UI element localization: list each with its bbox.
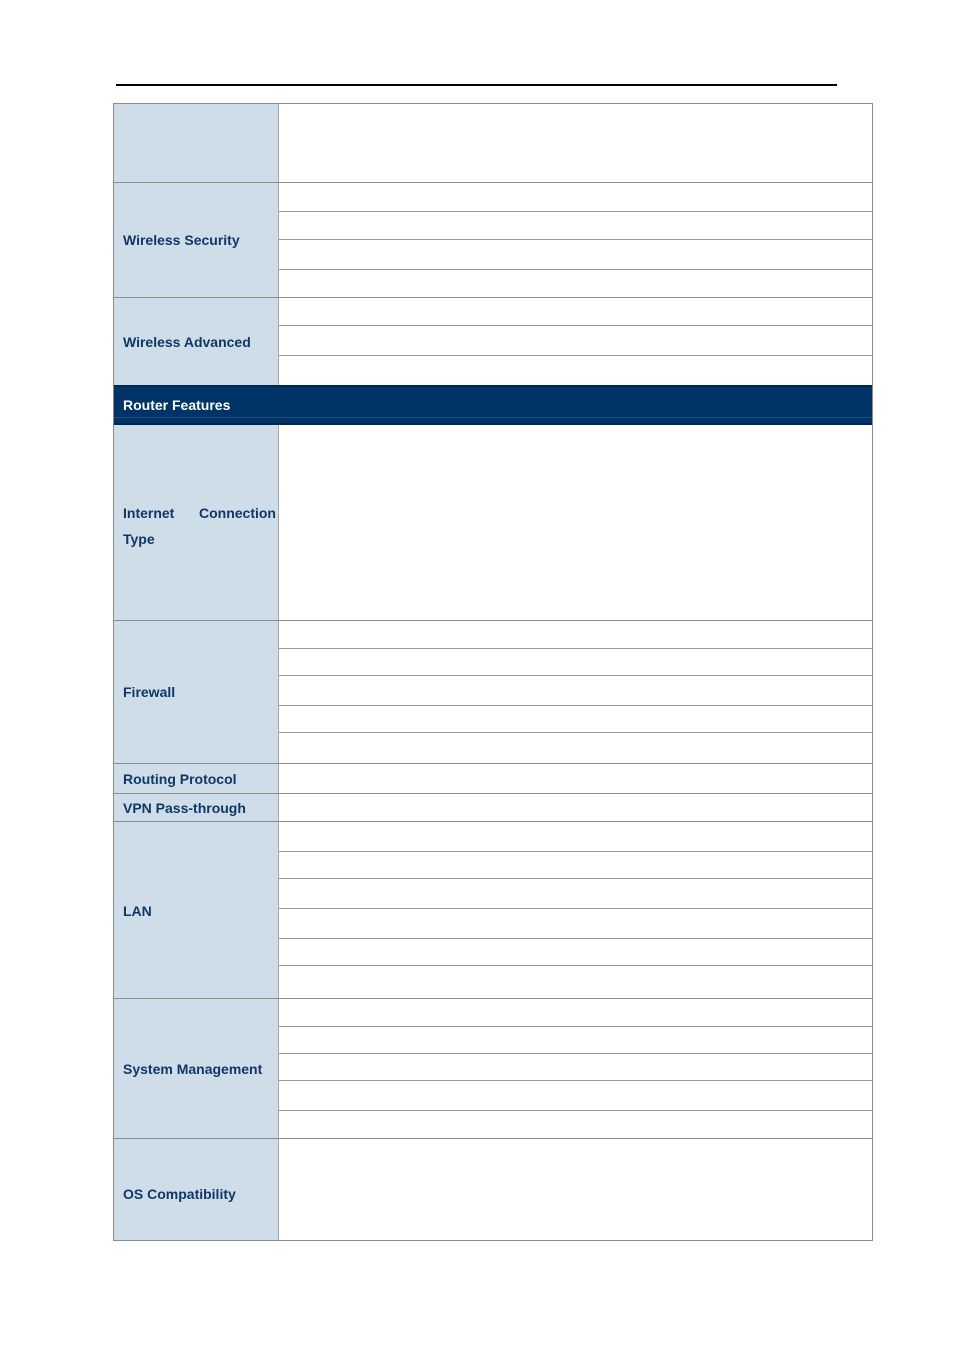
row-label-firewall: Firewall [114,621,279,763]
section-title: Router Features [123,397,231,413]
row-label-wireless-security: Wireless Security [114,183,279,297]
row-label-lan: LAN [114,822,279,999]
row-label-internet-connection-type: Internet Connection Type [114,425,279,621]
row-label-vpn-pass-through: VPN Pass-through [114,794,279,822]
table-row-continued [114,104,872,183]
row-value-wireless-advanced [279,298,872,385]
row-label-system-management: System Management [114,999,279,1139]
table-row-vpn-pass-through [114,794,872,822]
table-row-firewall [114,621,872,763]
row-value-wireless-security [279,183,872,297]
table-row-routing-protocol [114,764,872,794]
table-row-os-compatibility [114,1139,872,1240]
row-label-os-compatibility: OS Compatibility [114,1139,279,1240]
table-row-system-management [114,999,872,1139]
page-header-rule [116,84,837,86]
table-row-lan [114,822,872,999]
table-row-wireless-advanced [114,298,872,385]
row-label-wireless-advanced: Wireless Advanced [114,298,279,385]
row-value [279,104,872,183]
row-value-internet-connection-type [279,425,872,621]
table-row-wireless-security [114,183,872,297]
row-value-vpn-pass-through [279,794,872,822]
row-label-routing-protocol: Routing Protocol [114,764,279,794]
row-value-routing-protocol [279,764,872,794]
row-value-os-compatibility [279,1139,872,1240]
row-label [114,104,279,183]
row-value-system-management [279,999,872,1139]
row-value-firewall [279,621,872,763]
table-row-internet-connection-type [114,425,872,621]
section-header-router-features [114,385,872,425]
specification-table [113,103,873,1241]
row-value-lan [279,822,872,999]
